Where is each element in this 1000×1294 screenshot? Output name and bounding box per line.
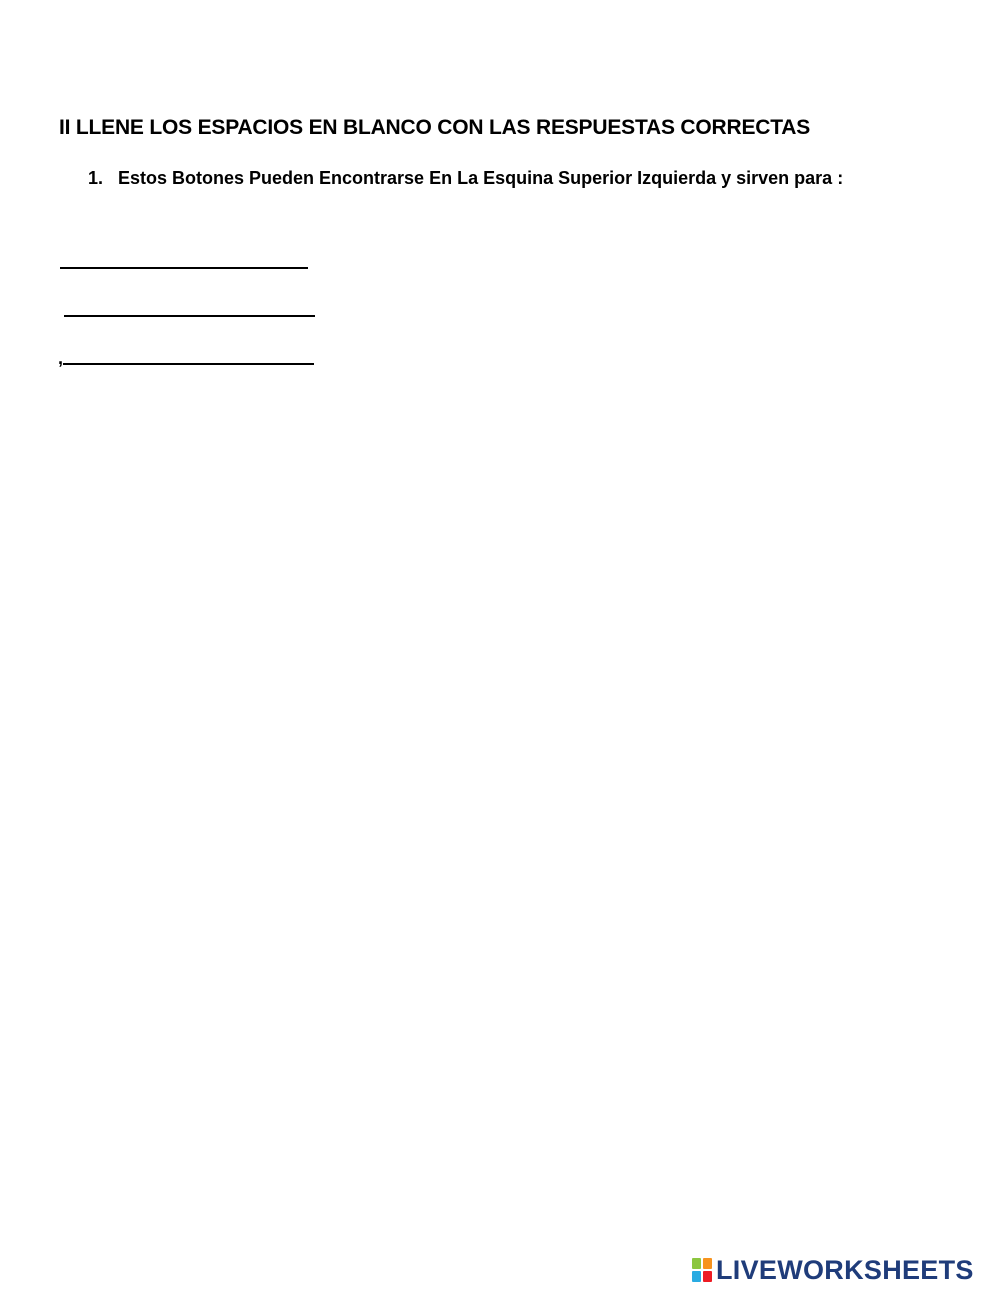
- liveworksheets-logo: [692, 1254, 974, 1286]
- logo-square-orange: [703, 1258, 712, 1269]
- logo-text: LIVEWORKSHEETS: [716, 1254, 974, 1285]
- worksheet-heading: II LLENE LOS ESPACIOS EN BLANCO CON LAS RESPUESTAS CORRECTAS: [59, 116, 811, 139]
- answer-blank-3[interactable]: [58, 343, 314, 367]
- question-1: [88, 168, 843, 189]
- answer-blank-1[interactable]: [60, 247, 308, 271]
- logo-square-red: [703, 1271, 712, 1282]
- logo-mark-icon: [692, 1258, 712, 1282]
- answer-blank-2[interactable]: [64, 295, 315, 319]
- logo-square-green: [692, 1258, 701, 1269]
- logo-square-blue: [692, 1271, 701, 1282]
- question-number: 1.: [88, 168, 104, 188]
- blank-line[interactable]: [63, 363, 314, 365]
- blank-prefix: ,: [58, 348, 64, 368]
- blank-line[interactable]: [60, 267, 308, 269]
- blank-line[interactable]: [64, 315, 315, 317]
- question-text: Estos Botones Pueden Encontrarse En La Esquina Superior Izquierda y sirven para :: [118, 168, 844, 188]
